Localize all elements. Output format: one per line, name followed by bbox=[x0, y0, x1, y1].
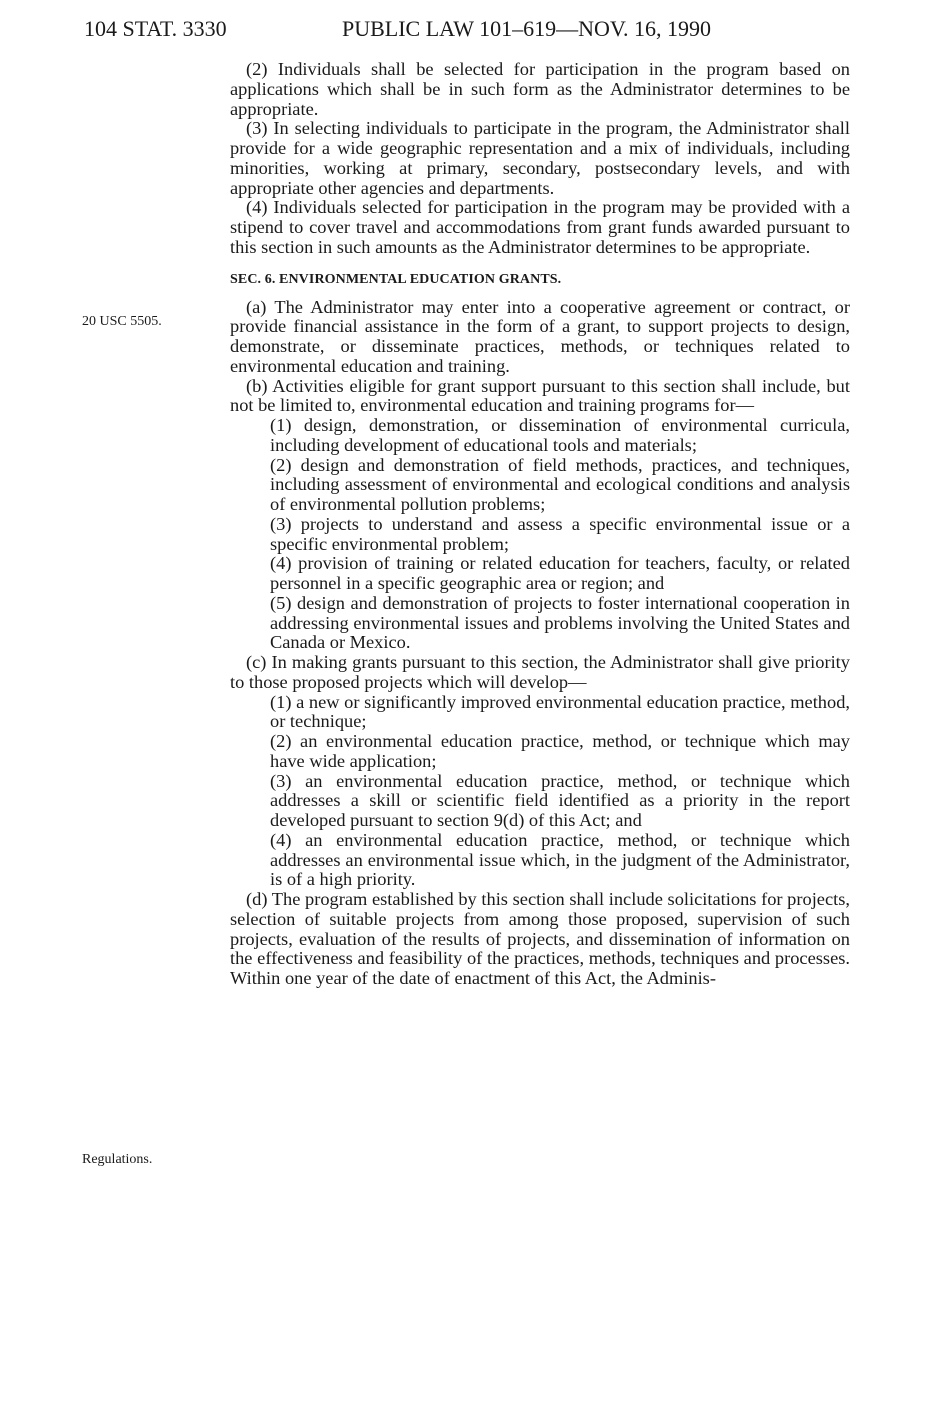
page-header bbox=[84, 16, 854, 52]
paragraph-b3: (3) projects to understand and assess a specific environmental issue or a specific environmental problem; bbox=[270, 513, 850, 554]
paragraph-b4: (4) provision of training or related education for teachers, faculty, or related personnel in a specific geographic area or region; and bbox=[270, 553, 850, 593]
section-heading: SEC. 6. ENVIRONMENTAL EDUCATION GRANTS. bbox=[230, 271, 562, 287]
paragraph-c4: (4) an environmental education practice, method, or technique which addresses an environmental issue which, in the judgment of the Administrator, is of a high priority. bbox=[270, 829, 850, 890]
paragraph-a: (a) The Administrator may enter into a cooperative agreement or contract, or provide financial assistance in the form of a grant, to support projects to design, demonstrate, or disseminate practices, methods, or techniques related to environmental education and training. bbox=[230, 296, 850, 376]
paragraph-b2: (2) design and demonstration of field methods, practices, and techniques, including assessment of environmental and ecological conditions and analysis of environmental pollution problems; bbox=[270, 454, 850, 514]
statute-page-number: 104 STAT. 3330 bbox=[84, 16, 227, 41]
paragraph-a3: (3) In selecting individuals to participate in the program, the Administrator shall provide for a wide geographic representation and a mix of individuals, including minorities, working at primary, secondary, postsecondary levels, and with appropriate other agencies and departments. bbox=[230, 118, 850, 198]
running-title: PUBLIC LAW 101–619—NOV. 16, 1990 bbox=[342, 16, 711, 41]
paragraph-c1: (1) a new or significantly improved environmental education practice, method, or technique; bbox=[270, 691, 850, 732]
law-text-column bbox=[230, 60, 850, 989]
paragraph-b5: (5) design and demonstration of projects to foster international cooperation in addressing environmental issues and problems involving the United States and Canada or Mexico. bbox=[270, 592, 850, 653]
margin-note-regulations: Regulations. bbox=[82, 1152, 153, 1167]
paragraph-b: (b) Activities eligible for grant support pursuant to this section shall include, but not be limited to, environmental education and training programs for— bbox=[230, 375, 850, 416]
margin-note-usc: 20 USC 5505. bbox=[82, 314, 162, 329]
paragraph-c3: (3) an environmental education practice, method, or technique which addresses a skill or scientific field identified as a priority in the report developed pursuant to section 9(d) of this Act; and bbox=[270, 770, 850, 830]
paragraph-d: (d) The program established by this section shall include solicitations for projects, selection of suitable projects from among those proposed, supervision of such projects, evaluation of the results of projects, and dissemination of information on the effectiveness and feasibility of the practices, methods, techniques and processes. Within one year of the date of enactment of this Act, the Adminis- bbox=[230, 889, 850, 988]
paragraph-c: (c) In making grants pursuant to this section, the Administrator shall give priority to those proposed projects which will develop— bbox=[230, 652, 850, 692]
paragraph-c2: (2) an environmental education practice, method, or technique which may have wide application; bbox=[270, 731, 850, 771]
paragraph-b1: (1) design, demonstration, or dissemination of environmental curricula, including development of educational tools and materials; bbox=[270, 415, 850, 455]
paragraph-a4: (4) Individuals selected for participation in the program may be provided with a stipend to cover travel and accommodations from grant funds awarded pursuant to this section in such amounts as the Administrator determines to be appropriate. bbox=[230, 197, 850, 257]
paragraph-a2: (2) Individuals shall be selected for participation in the program based on applications which shall be in such form as the Administrator determines to be appropriate. bbox=[230, 59, 850, 119]
